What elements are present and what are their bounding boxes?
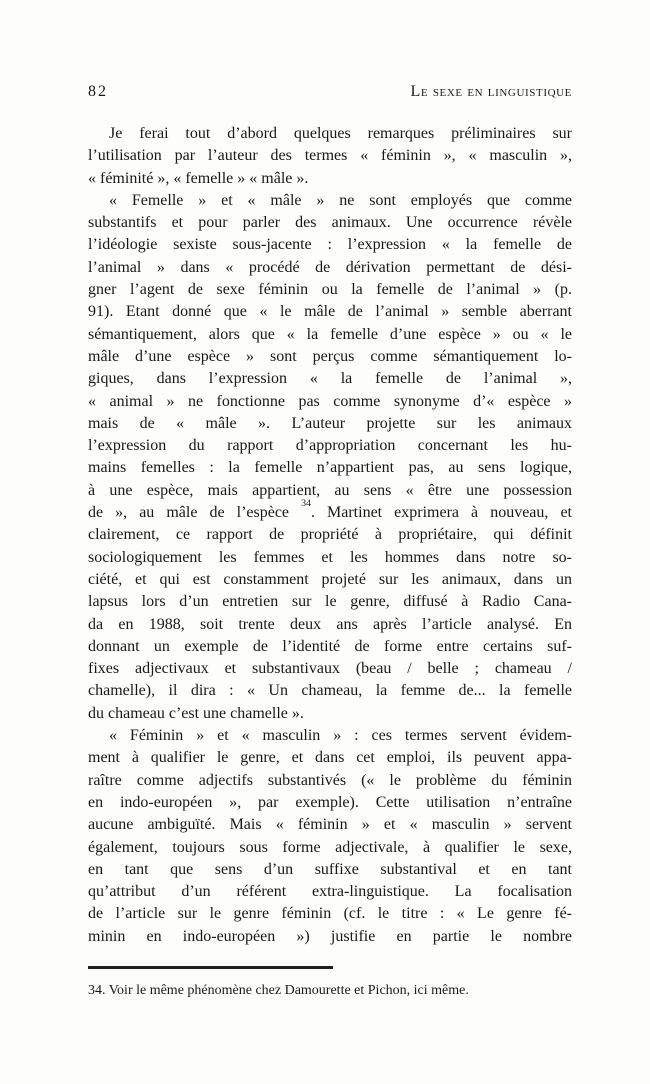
footnote-rule [88, 966, 333, 969]
page-header [88, 83, 572, 101]
text-line: raître comme adjectifs substantivés (« le problème du féminin [88, 771, 572, 789]
text-line: chamelle), il dira : « Un chameau, la femme de... la femelle [88, 682, 572, 700]
footnote-ref: 34 [301, 498, 311, 510]
text-segment: de », au mâle de l’espèce [88, 504, 302, 522]
text-line: gner l’agent de sexe féminin ou la femelle de l’animal » (p. [88, 281, 572, 299]
body-text [88, 123, 572, 948]
text-line: Je ferai tout d’abord quelques remarques préliminaires sur [109, 125, 572, 142]
text-line: lapsus lors d’un entretien sur le genre, diffusé à Radio Cana- [88, 593, 572, 611]
text-line: « Féminin » et « masculin » : ces termes servent évidem- [109, 727, 572, 745]
text-line: substantifs et pour parler des animaux. Une occurrence révèle [88, 214, 572, 232]
text-line: en indo-européen », par exemple). Cette utilisation n’entraîne [88, 793, 572, 811]
text-line: également, toujours sous forme adjectivale, à qualifier le sexe, [88, 838, 572, 856]
text-line [88, 498, 573, 524]
text-line: du chameau c’est une chamelle ». [88, 704, 304, 722]
text-line: mâle d’une espèce » sont perçus comme sémantiquement lo- [88, 347, 572, 365]
text-line: à une espèce, mais appartient, au sens « être une possession [88, 481, 572, 499]
text-line: l’idéologie sexiste sous-jacente : l’expression « la femelle de [88, 236, 572, 254]
text-line: l’utilisation par l’auteur des termes « féminin », « masculin », [88, 147, 572, 165]
text-line: ment à qualifier le genre, et dans cet emploi, ils peuvent appa- [88, 749, 572, 767]
text-line: sémantiquement, alors que « la femelle d’une espèce » ou « le [88, 325, 572, 343]
text-line: de l’article sur le genre féminin (cf. le titre : « Le genre fé- [88, 905, 572, 923]
text-line: ciété, et qui est constamment projeté sur les animaux, dans un [88, 570, 572, 588]
text-line: 91). Etant donné que « le mâle de l’animal » semble aberrant [88, 303, 572, 321]
text-line: fixes adjectivaux et substantivaux (beau / belle ; chameau / [88, 660, 572, 678]
text-line: mains femelles : la femelle n’appartient pas, au sens logique, [88, 459, 572, 477]
text-line: l’expression du rapport d’appropriation concernant les hu- [88, 437, 572, 455]
text-line: donnant un exemple de l’identité de forme entre certains suf- [88, 637, 572, 655]
text-line: aucune ambiguïté. Mais « féminin » et « masculin » servent [88, 816, 572, 834]
text-line: da en 1988, soit trente deux ans après l’article analysé. En [88, 615, 572, 633]
text-line: en tant que sens d’un suffixe substantival et en tant [88, 860, 572, 878]
text-line: qu’attribut d’un référent extra-linguistique. La focalisation [88, 883, 572, 901]
text-line: « animal » ne fonctionne pas comme synonyme d’« espèce » [88, 392, 572, 410]
text-line: minin en indo-européen ») justifie en partie le nombre [88, 927, 572, 945]
text-line: sociologiquement les femmes et les hommes dans notre so- [88, 548, 572, 566]
text-line: giques, dans l’expression « la femelle de l’animal », [88, 370, 572, 388]
footnote-text: 34. Voir le même phénomène chez Damourette et Pichon, ici même. [88, 983, 469, 998]
paragraph [88, 190, 572, 725]
text-segment: . Martinet exprimera à nouveau, et [310, 504, 573, 522]
paragraph [88, 123, 572, 190]
text-line: clairement, ce rapport de propriété à propriétaire, qui définit [88, 526, 572, 544]
footnote-block [88, 966, 572, 1000]
paragraph [88, 725, 572, 948]
text-line: mais de « mâle ». L’auteur projette sur les animaux [88, 414, 572, 432]
text-line: l’animal » dans « procédé de dérivation permettant de dési- [88, 258, 572, 276]
page-number: 82 [88, 83, 108, 100]
text-line: « féminité », « femelle » « mâle ». [88, 169, 309, 187]
text-line: « Femelle » et « mâle » ne sont employés que comme [109, 191, 572, 209]
running-title: Le sexe en linguistique [410, 83, 572, 100]
